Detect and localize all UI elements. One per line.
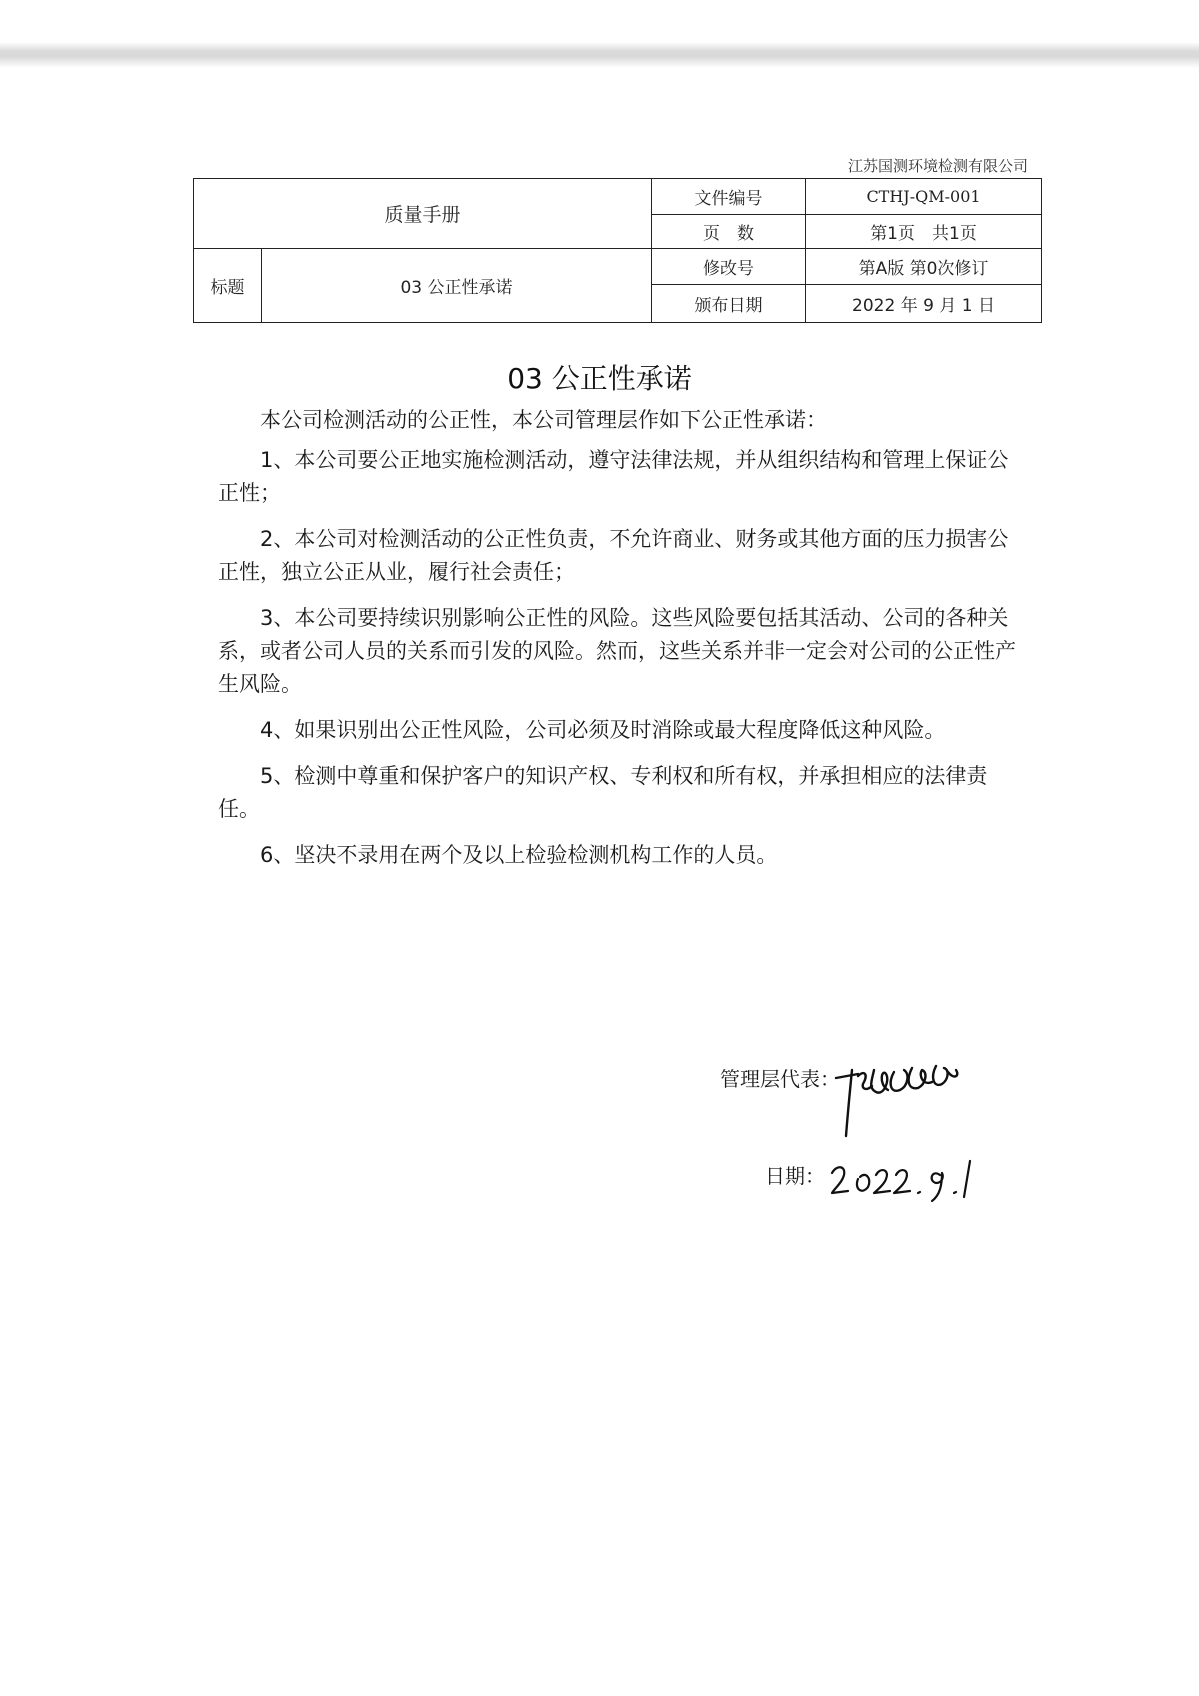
revision-value: 第A版 第0次修订 <box>806 249 1042 285</box>
revision-label: 修改号 <box>652 249 806 285</box>
company-name: 江苏国测环境检测有限公司 <box>847 157 1028 175</box>
commitment-item-4: 4、如果识别出公正性风险，公司必须及时消除或最大程度降低这种风险。 <box>260 718 946 742</box>
manual-name: 质量手册 <box>194 179 652 249</box>
date-label: 日期： <box>765 1164 825 1188</box>
pages-label: 页 数 <box>652 215 806 249</box>
commitment-item-2: 2、本公司对检测活动的公正性负责，不允许商业、财务或其他方面的压力损害公正性，独立公正从业，履行社会责任； <box>218 527 1009 584</box>
issue-date-label: 颁布日期 <box>652 285 806 323</box>
handwritten-signature <box>828 1040 998 1140</box>
handwritten-date <box>828 1143 988 1203</box>
commitment-item-5: 5、检测中尊重和保护客户的知识产权、专利权和所有权，并承担相应的法律责任。 <box>218 764 988 821</box>
intro-paragraph: 本公司检测活动的公正性，本公司管理层作如下公正性承诺： <box>260 408 827 432</box>
document-header-table <box>193 178 1042 323</box>
scan-edge-artifact <box>0 42 1199 68</box>
commitment-item-1: 1、本公司要公正地实施检测活动，遵守法律法规，并从组织结构和管理上保证公正性； <box>218 448 1009 505</box>
document-body <box>218 404 1022 885</box>
commitment-item-3: 3、本公司要持续识别影响公正性的风险。这些风险要包括其活动、公司的各种关系，或者公司人员的关系而引发的风险。然而，这些关系并非一定会对公司的公正性产生风险。 <box>218 606 1016 696</box>
document-title: 03 公正性承诺 <box>507 362 692 395</box>
representative-label: 管理层代表： <box>720 1067 840 1091</box>
commitment-item-6: 6、坚决不录用在两个及以上检验检测机构工作的人员。 <box>260 843 778 867</box>
doc-number-value: CTHJ-QM-001 <box>806 179 1042 215</box>
title-label: 标题 <box>194 249 262 323</box>
doc-number-label: 文件编号 <box>652 179 806 215</box>
issue-date-value: 2022 年 9 月 1 日 <box>806 285 1042 323</box>
pages-value: 第1页 共1页 <box>806 215 1042 249</box>
title-value: 03 公正性承诺 <box>262 249 652 323</box>
